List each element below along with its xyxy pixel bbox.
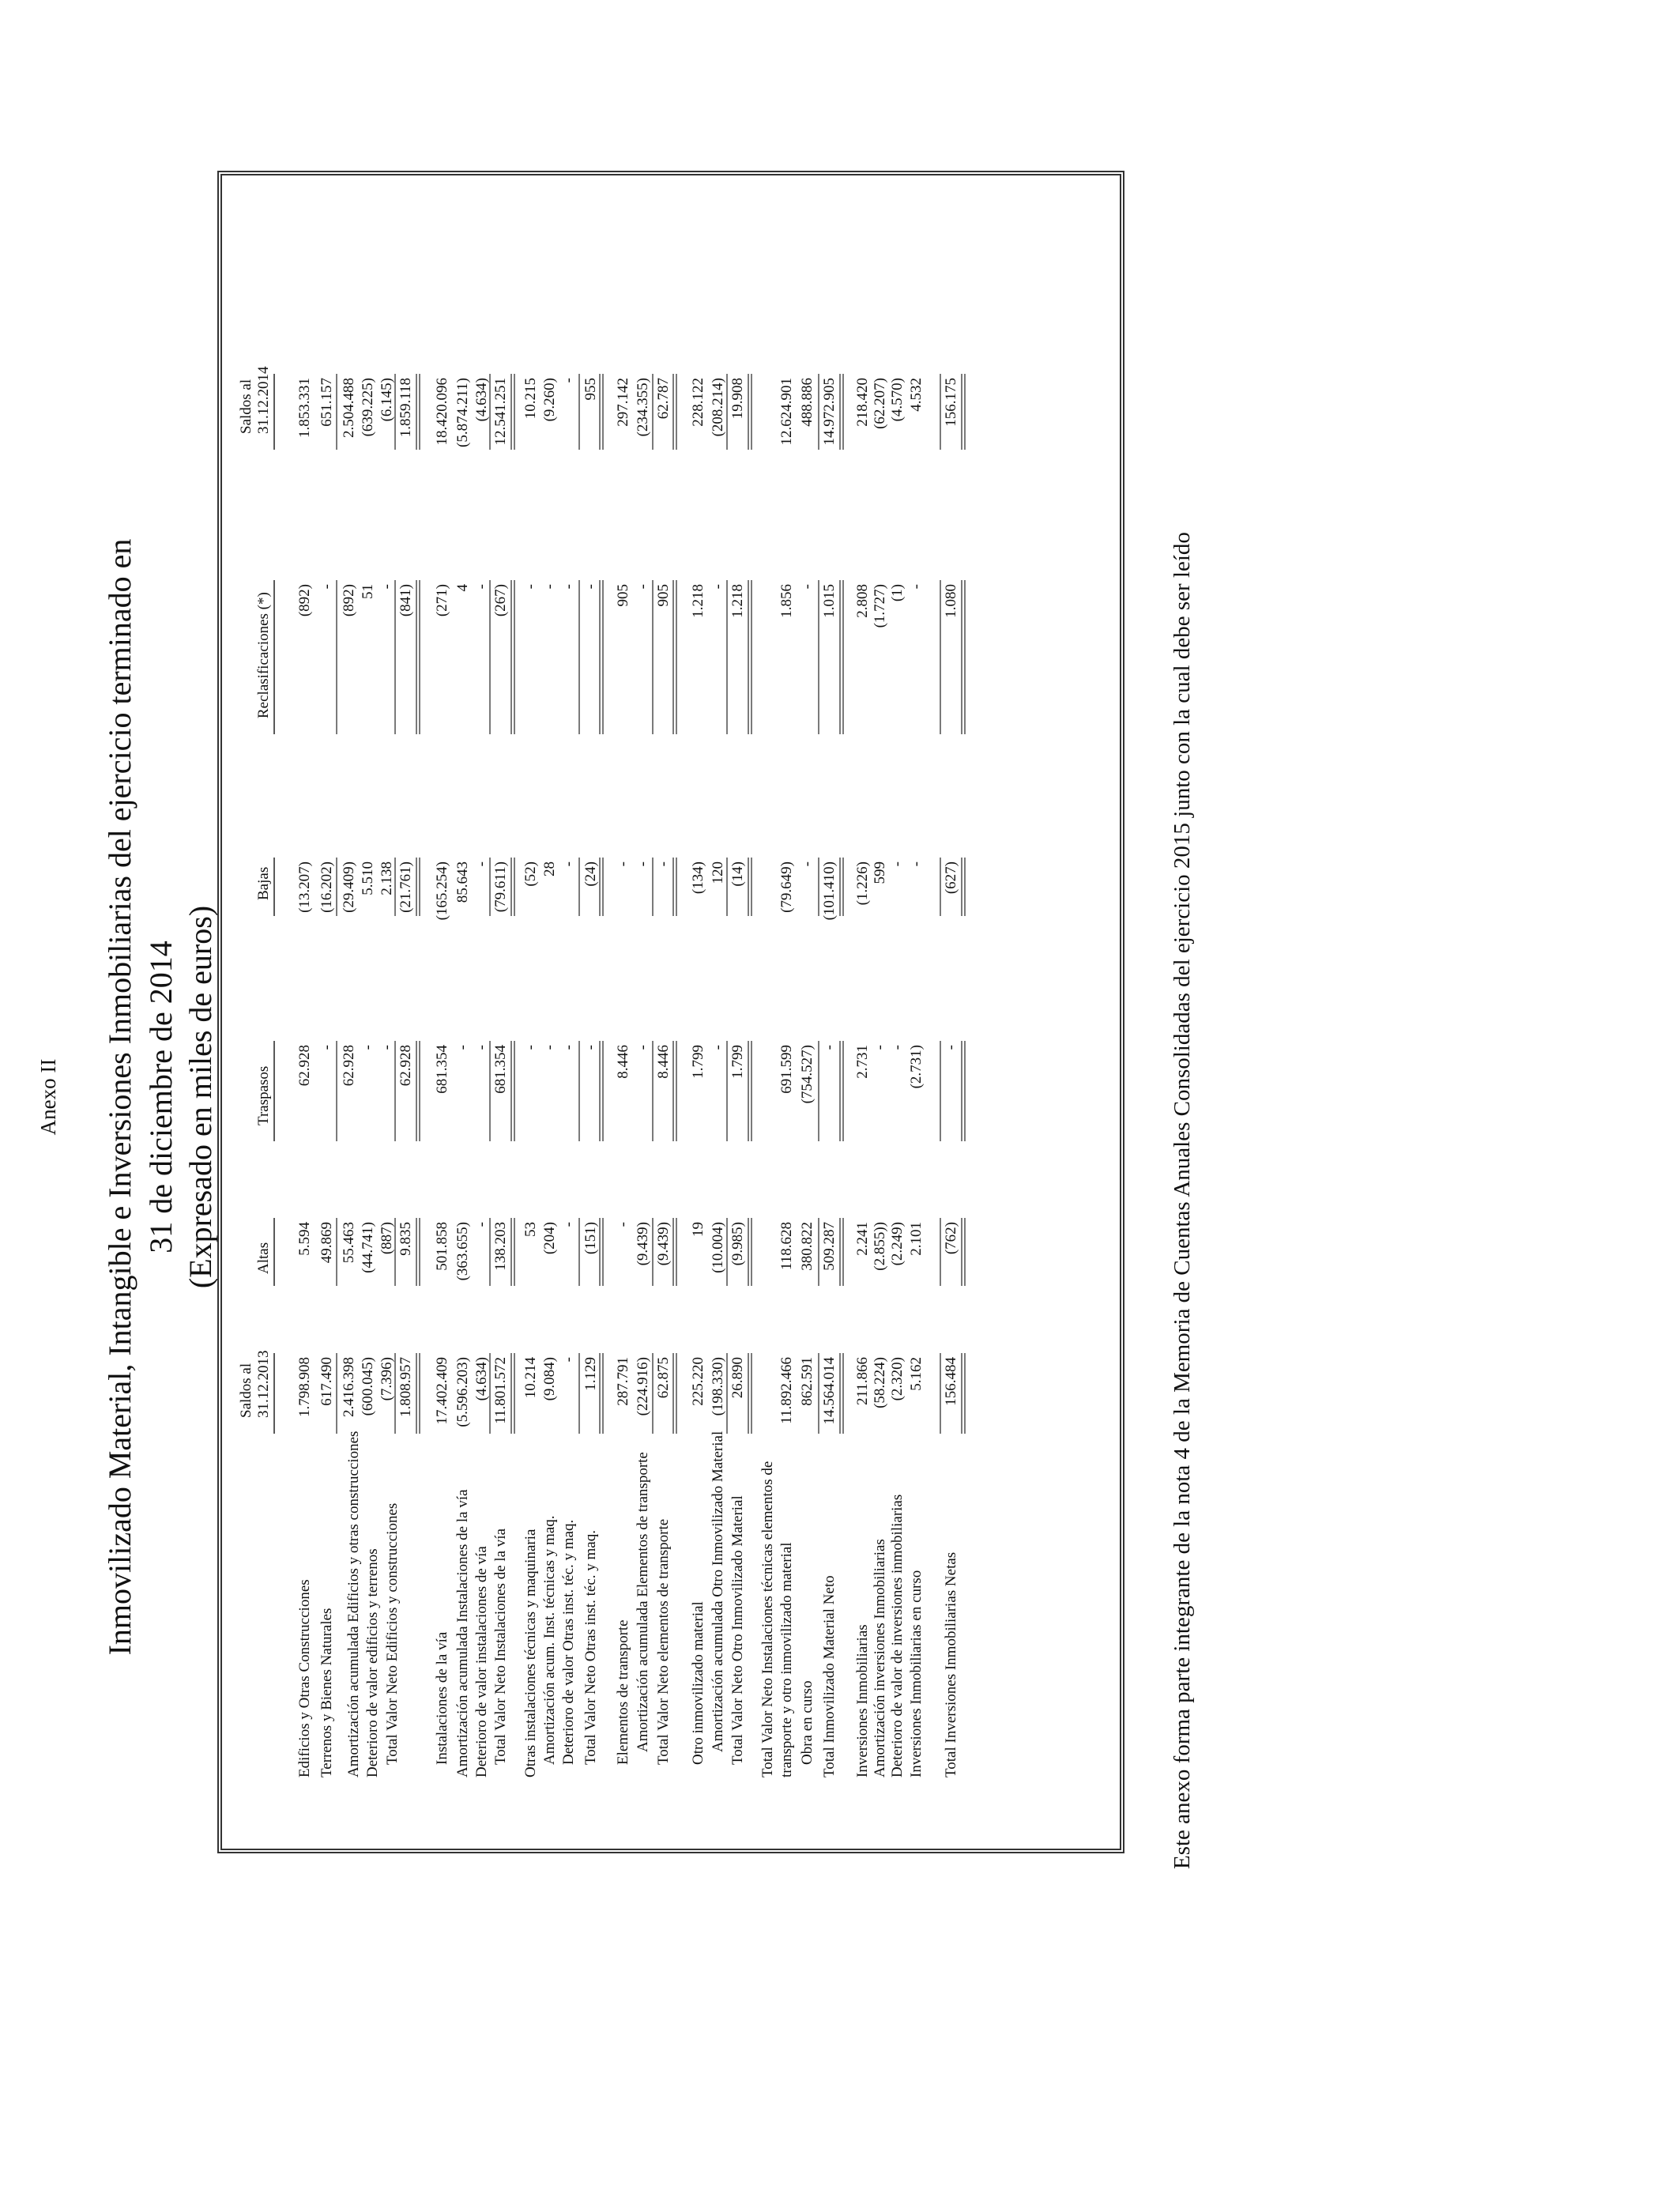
row-label: Elementos de transporte (615, 1619, 631, 1765)
row-label: Deterioro de valor Otras inst. téc. y maq. (560, 1519, 577, 1765)
table-cell: 599 (872, 861, 888, 884)
table-cell: 51 (360, 584, 376, 599)
table-cell: 62.928 (397, 1045, 414, 1087)
table-cell: 1.015 (821, 584, 838, 618)
table-cell: - (615, 861, 631, 867)
table-cell: (5.596.203) (454, 1357, 471, 1427)
row-label: Total Valor Neto Instalaciones técnicas elementos de (759, 1461, 776, 1777)
table-cell: (9.439) (655, 1222, 672, 1266)
table-cell: 14.564.014 (821, 1357, 838, 1425)
table-cell: 218.420 (854, 378, 871, 427)
table-cell: 62.928 (296, 1045, 313, 1087)
table-cell: 955 (582, 378, 599, 401)
table-cell: 681.354 (492, 1045, 509, 1094)
table-cell: - (908, 861, 925, 867)
table-cell: - (473, 861, 490, 867)
row-label: Instalaciones de la vía (434, 1631, 450, 1765)
table-cell: 53 (522, 1222, 539, 1237)
table-cell: 2.101 (908, 1222, 925, 1256)
table-cell: - (889, 861, 906, 867)
table-cell: 10.215 (522, 378, 539, 420)
table-cell: (234.355) (635, 378, 651, 437)
table-cell: 28 (541, 861, 558, 876)
table-cell: 1.798.908 (296, 1357, 313, 1417)
page-subtitle-unit: (Expresado en miles de euros) (183, 905, 218, 1289)
annex-label: Anexo II (36, 1058, 60, 1136)
table-cell: 10.214 (522, 1357, 539, 1399)
table-cell: (754.527) (799, 1045, 816, 1104)
table-cell: (79.611) (492, 861, 509, 913)
table-cell: 9.835 (397, 1222, 414, 1256)
table-cell: 681.354 (434, 1045, 450, 1094)
table-cell: 1.080 (943, 584, 959, 618)
table-cell: 19.908 (729, 378, 746, 420)
table-cell: 2.808 (854, 584, 871, 618)
table-cell: - (799, 861, 816, 867)
table-cell: 5.594 (296, 1222, 313, 1256)
table-cell: 85.643 (454, 861, 471, 903)
table-cell: 509.287 (821, 1222, 838, 1271)
table-cell: (2.855)) (872, 1222, 888, 1271)
table-cell: - (560, 861, 577, 867)
table-cell: (271) (434, 584, 450, 617)
table-cell: - (560, 1357, 577, 1363)
table-cell: (151) (582, 1222, 599, 1255)
table-cell: (600.045) (360, 1357, 376, 1416)
table-cell: 4 (454, 584, 471, 592)
table-cell: 1.853.331 (296, 378, 313, 438)
table-cell: 138.203 (492, 1222, 509, 1271)
table-cell: 691.599 (778, 1045, 795, 1094)
table-cell: (1.727) (872, 584, 888, 628)
table-cell: (627) (943, 861, 959, 895)
table-cell: 287.791 (615, 1357, 631, 1406)
table-cell: (762) (943, 1222, 959, 1255)
table-cell: - (821, 1045, 838, 1050)
table-cell: 225.220 (690, 1357, 706, 1406)
table-cell: 62.787 (655, 378, 672, 420)
row-label: Otro inmovilizado material (690, 1601, 706, 1765)
table-cell: 19 (690, 1222, 706, 1237)
footer-note: Este anexo forma parte integrante de la nota 4 de la Memoria de Cuentas Anuales Consolidadas del ejercicio 2015 junto con la cual debe ser leído (1170, 532, 1195, 1869)
table-cell: 55.463 (341, 1222, 357, 1264)
table-cell: 905 (655, 584, 672, 607)
table-cell: 4.532 (908, 378, 925, 412)
table-cell: - (635, 584, 651, 590)
table-cell: (887) (379, 1222, 395, 1255)
row-label: Amortización acumulada Elementos de transporte (635, 1452, 651, 1752)
row-label: Total Valor Neto elementos de transporte (655, 1518, 672, 1765)
table-cell: (101.410) (821, 861, 838, 921)
table-cell: (224.916) (635, 1357, 651, 1416)
table-cell: (208.214) (710, 378, 726, 437)
column-header: Traspasos (255, 1065, 272, 1125)
table-cell: 862.591 (799, 1357, 816, 1406)
column-header: Reclasificaciones (*) (255, 592, 272, 718)
table-cell: 156.484 (943, 1357, 959, 1406)
table-cell: - (318, 1045, 335, 1050)
table-cell: (21.761) (397, 861, 414, 913)
table-cell: (9.985) (729, 1222, 746, 1266)
table-cell: (52) (522, 861, 539, 887)
table-cell: 118.628 (778, 1222, 795, 1271)
table-cell: (9.260) (541, 378, 558, 422)
table-cell: - (318, 584, 335, 590)
row-label: Amortización inversiones Inmobiliarias (872, 1539, 888, 1777)
table-cell: (29.409) (341, 861, 357, 913)
table-cell: (5.874.211) (454, 378, 471, 447)
table-cell: - (454, 1045, 471, 1050)
row-label: Total Inversiones Inmobiliarias Netas (943, 1551, 959, 1777)
column-header-line1: Saldos al (238, 1363, 254, 1418)
table-cell: - (710, 1045, 726, 1050)
row-label: Edificios y Otras Construcciones (296, 1579, 313, 1777)
table-cell: - (655, 861, 672, 867)
table-cell: - (872, 1045, 888, 1050)
row-label: Amortización acumulada Instalaciones de la vía (454, 1489, 471, 1777)
table-cell: 2.731 (854, 1045, 871, 1079)
table-cell: (44.741) (360, 1222, 376, 1273)
table-cell: (24) (582, 861, 599, 887)
table-cell: 5.162 (908, 1357, 925, 1391)
table-cell: (62.207) (872, 378, 888, 429)
row-label: Inversiones Inmobiliarias (854, 1624, 871, 1777)
table-cell: 12.541.251 (492, 378, 509, 446)
table-cell: - (379, 584, 395, 590)
table-cell: - (908, 584, 925, 590)
table-cell: (198.330) (710, 1357, 726, 1416)
table-cell: 228.122 (690, 378, 706, 427)
table-cell: (58.224) (872, 1357, 888, 1408)
table-cell: 18.420.096 (434, 378, 450, 446)
table-cell: (9.439) (635, 1222, 651, 1266)
table-cell: - (360, 1045, 376, 1050)
table-cell: 156.175 (943, 378, 959, 427)
table-cell: 5.510 (360, 861, 376, 895)
table-cell: (2.320) (889, 1357, 906, 1401)
table-cell: - (522, 584, 539, 590)
table-cell: 1.218 (690, 584, 706, 618)
asset-table (217, 171, 1124, 1853)
row-label: Obra en curso (799, 1680, 816, 1765)
table-cell: (363.655) (454, 1222, 471, 1281)
table-cell: - (560, 1045, 577, 1050)
table-cell: 12.624.901 (778, 378, 795, 446)
row-label: Inversiones Inmobiliarias en curso (908, 1570, 925, 1777)
table-cell: - (582, 584, 599, 590)
table-cell: (9.084) (541, 1357, 558, 1401)
table-cell: 62.875 (655, 1357, 672, 1399)
table-cell: (892) (341, 584, 357, 617)
table-cell: 11.801.572 (492, 1357, 509, 1424)
column-header: Altas (255, 1242, 272, 1274)
table-cell: - (710, 584, 726, 590)
table-cell: 380.822 (799, 1222, 816, 1271)
table-cell: 1.808.957 (397, 1357, 414, 1417)
table-cell: - (635, 1045, 651, 1050)
table-cell: (1.226) (854, 861, 871, 906)
column-header: 31.12.2014 (255, 366, 272, 434)
table-cell: - (615, 1222, 631, 1227)
table-cell: (4.634) (473, 378, 490, 422)
row-label: Total Valor Neto Otras inst. téc. y maq. (582, 1530, 599, 1765)
table-cell: 8.446 (655, 1045, 672, 1079)
page-title: Inmovilizado Material, Intangible e Inversiones Inmobiliarias del ejercicio terminado en (102, 538, 137, 1656)
table-cell: 905 (615, 584, 631, 607)
row-label: Terrenos y Bienes Naturales (318, 1608, 335, 1777)
table-cell: - (635, 861, 651, 867)
table-cell: - (541, 1045, 558, 1050)
row-label: transporte y otro inmovilizado material (778, 1542, 795, 1777)
row-label: Total Valor Neto Edificios y construcciones (384, 1502, 401, 1765)
table-cell: (165.254) (434, 861, 450, 921)
table-cell: (841) (397, 584, 414, 617)
row-label: Amortización acumulada Otro Inmovilizado Material (710, 1431, 726, 1752)
table-cell: (204) (541, 1222, 558, 1255)
table-cell: 120 (710, 861, 726, 884)
table-cell: 8.446 (615, 1045, 631, 1079)
table-cell: 11.892.466 (778, 1357, 795, 1424)
table-cell: - (473, 584, 490, 590)
table-cell: (16.202) (318, 861, 335, 913)
table-cell: - (473, 1222, 490, 1227)
table-cell: (1) (889, 584, 906, 602)
table-cell: 1.218 (729, 584, 746, 618)
table-cell: (134) (690, 861, 706, 895)
table-cell: - (560, 584, 577, 590)
table-cell: (6.145) (379, 378, 395, 422)
table-cell: 488.886 (799, 378, 816, 427)
table-cell: (4.570) (889, 378, 906, 422)
table-cell: 211.866 (854, 1357, 871, 1406)
row-label: Total Valor Neto Otro Inmovilizado Material (729, 1495, 746, 1765)
table-cell: (14) (729, 861, 746, 887)
table-cell: (7.396) (379, 1357, 395, 1401)
table-cell: (892) (296, 584, 313, 617)
table-cell: 1.799 (729, 1045, 746, 1079)
table-cell: 651.157 (318, 378, 335, 427)
table-cell: 1.129 (582, 1357, 599, 1391)
table-cell: - (379, 1045, 395, 1050)
row-label: Amortización acum. Inst. técnicas y maq. (541, 1515, 558, 1765)
table-cell: 1.856 (778, 584, 795, 618)
table-cell: - (560, 1222, 577, 1227)
table-cell: (4.634) (473, 1357, 490, 1401)
table-cell: - (889, 1045, 906, 1050)
table-cell: - (541, 584, 558, 590)
table-cell: - (799, 584, 816, 590)
table-cell: (10.004) (710, 1222, 726, 1273)
table-cell: 2.241 (854, 1222, 871, 1256)
table-cell: 1.799 (690, 1045, 706, 1079)
table-cell: 617.490 (318, 1357, 335, 1406)
table-cell: 62.928 (341, 1045, 357, 1087)
column-header: 31.12.2013 (255, 1350, 272, 1418)
table-cell: (13.207) (296, 861, 313, 913)
row-label: Deterioro de valor de inversiones inmobiliarias (889, 1494, 906, 1777)
table-cell: 26.890 (729, 1357, 746, 1399)
table-cell: 49.869 (318, 1222, 335, 1264)
table-cell: - (943, 1045, 959, 1050)
table-cell: 2.504.488 (341, 378, 357, 438)
table-cell: - (522, 1045, 539, 1050)
table-cell: 501.858 (434, 1222, 450, 1271)
table-cell: - (560, 378, 577, 383)
row-label: Amortización acumulada Edificios y otras construcciones (345, 1431, 362, 1777)
row-label: Deterioro de valor instalaciones de vía (473, 1546, 490, 1777)
table-cell: 17.402.409 (434, 1357, 450, 1425)
table-cell: 2.416.398 (341, 1357, 357, 1417)
row-label: Total Valor Neto Instalaciones de la vía (492, 1528, 509, 1765)
page-subtitle-date: 31 de diciembre de 2014 (143, 941, 179, 1253)
column-header: Bajas (255, 866, 272, 900)
table-cell: (639.225) (360, 378, 376, 437)
row-label: Otras instalaciones técnicas y maquinaria (522, 1529, 539, 1777)
table-cell: (2.731) (908, 1045, 925, 1089)
table-cell: (2.249) (889, 1222, 906, 1266)
table-cell: - (582, 1045, 599, 1050)
table-cell: 14.972.905 (821, 378, 838, 446)
table-cell: 297.142 (615, 378, 631, 427)
row-label: Total Inmovilizado Material Neto (821, 1575, 838, 1777)
table-cell: 2.138 (379, 861, 395, 895)
row-label: Deterioro de valor edificios y terrenos (364, 1548, 381, 1777)
table-cell: (267) (492, 584, 509, 617)
table-cell: (79.649) (778, 861, 795, 913)
table-cell: 1.859.118 (397, 378, 414, 438)
table-cell: - (473, 1045, 490, 1050)
column-header-line1: Saldos al (238, 379, 254, 434)
